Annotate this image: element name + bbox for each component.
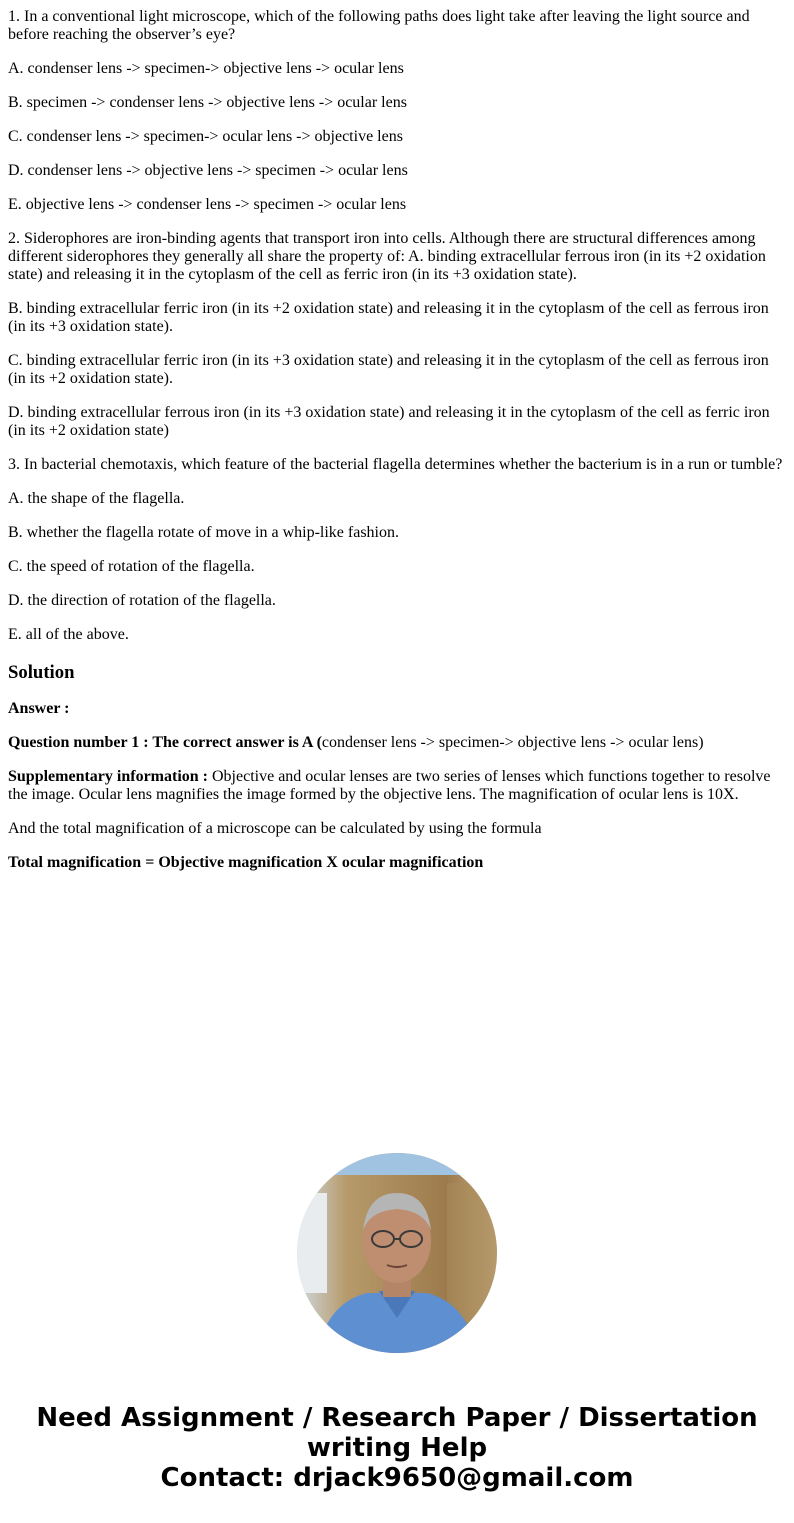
question-2-stem: 2. Siderophores are iron-binding agents that transport iron into cells. Although there are structural differences among different siderophores they generally all share the property of: A. binding extracellular ferrous iron (in its +2 oxidation state) and releasing it in the cytoplasm of the cell as ferric iron (in its +3 oxidation state). — [8, 230, 766, 283]
question-1-option-b: B. specimen -> condenser lens -> objective lens -> ocular lens — [8, 94, 407, 111]
promo-contact: Contact: drjack9650@gmail.com — [160, 1463, 634, 1493]
question-2-option-d: D. binding extracellular ferrous iron (in its +3 oxidation state) and releasing it in the cytoplasm of the cell as ferric iron (in its +2 oxidation state) — [8, 404, 770, 439]
formula — [8, 854, 786, 872]
question-3-stem: 3. In bacterial chemotaxis, which feature of the bacterial flagella determines whether the bacterium is in a run or tumble? — [8, 456, 783, 473]
question-1-option-e: E. objective lens -> condenser lens -> specimen -> ocular lens — [8, 196, 407, 213]
question-3-option-c: C. the speed of rotation of the flagella. — [8, 558, 255, 575]
promo-banner — [0, 1403, 794, 1493]
supplementary-info-label: Supplementary information : — [8, 768, 208, 785]
formula-text: Total magnification = Objective magnification X ocular magnification — [8, 854, 484, 871]
promo-line-1: Need Assignment / Research Paper / Dissertation writing Help — [36, 1403, 758, 1463]
answer-label-text: Answer : — [8, 700, 70, 717]
question-1-answer — [8, 734, 786, 752]
question-1-option-c: C. condenser lens -> specimen-> ocular lens -> objective lens — [8, 128, 403, 145]
question-3-option-d: D. the direction of rotation of the flagella. — [8, 592, 276, 609]
question-1-option-a: A. condenser lens -> specimen-> objective lens -> ocular lens — [8, 60, 404, 77]
question-1-stem: 1. In a conventional light microscope, which of the following paths does light take after leaving the light source and before reaching the observer’s eye? — [8, 8, 750, 43]
question-2-option-c: C. binding extracellular ferric iron (in its +3 oxidation state) and releasing it in the cytoplasm of the cell as ferrous iron (in its +2 oxidation state). — [8, 352, 769, 387]
document-body — [8, 8, 786, 888]
question-1-answer-text: condenser lens -> specimen-> objective lens -> ocular lens) — [321, 734, 704, 751]
solution-heading: Solution — [8, 662, 75, 683]
question-2-option-b: B. binding extracellular ferric iron (in its +2 oxidation state) and releasing it in the cytoplasm of the cell as ferrous iron (in its +3 oxidation state). — [8, 300, 769, 335]
question-1-answer-label: Question number 1 : The correct answer is A ( — [8, 734, 322, 751]
avatar-photo — [297, 1153, 497, 1353]
supplementary-info — [8, 768, 786, 804]
formula-intro: And the total magnification of a microscope can be calculated by using the formula — [8, 820, 542, 837]
question-3-option-e: E. all of the above. — [8, 626, 129, 643]
question-3-option-b: B. whether the flagella rotate of move in a whip-like fashion. — [8, 524, 399, 541]
avatar — [297, 1153, 497, 1353]
question-1-option-d: D. condenser lens -> objective lens -> specimen -> ocular lens — [8, 162, 408, 179]
supplementary-info-text: Objective and ocular lenses are two series of lenses which functions together to resolve the image. Ocular lens magnifies the image formed by the objective lens. The magnification of ocular lens is 10X. — [8, 768, 771, 803]
answer-label — [8, 700, 786, 718]
question-3-option-a: A. the shape of the flagella. — [8, 490, 185, 507]
